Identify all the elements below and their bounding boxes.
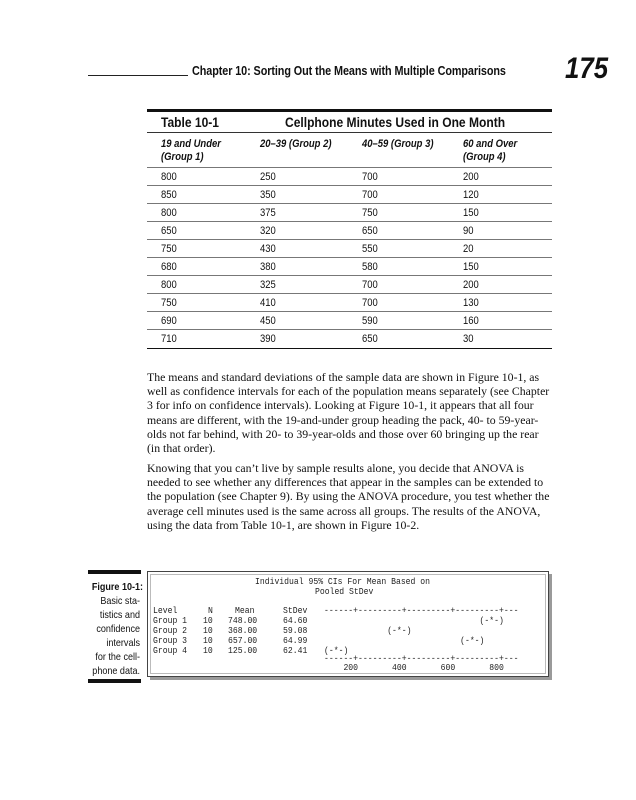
output-mean: 368.00	[228, 626, 258, 636]
col-header-n: N	[208, 606, 213, 616]
table-row: 800 250 700 200	[147, 167, 552, 186]
output-ci: (-*-)	[324, 646, 349, 656]
figure-caption-line: confidence	[96, 623, 140, 635]
table-row: 650 320 650 90	[147, 221, 552, 240]
table-row: 850 350 700 120	[147, 185, 552, 204]
running-head: Chapter 10: Sorting Out the Means with Multiple Comparisons	[192, 64, 506, 78]
table-label: Table 10-1	[161, 114, 219, 130]
output-level: Group 4	[153, 646, 188, 656]
figure-caption-line: for the cell-	[95, 651, 140, 663]
output-stdev: 62.41	[283, 646, 308, 656]
output-level: Group 1	[153, 616, 188, 626]
column-header-group-4: 60 and Over (Group 4)	[463, 138, 518, 163]
figure-caption-line: phone data.	[92, 665, 140, 677]
output-mean: 657.00	[228, 636, 258, 646]
figure-caption-line: intervals	[106, 637, 140, 649]
output-n: 10	[203, 616, 213, 626]
table-row: 800 325 700 200	[147, 275, 552, 294]
output-ci: (-*-)	[324, 616, 504, 626]
axis-tick-labels: 200 400 600 800	[324, 663, 504, 673]
col-header-stdev: StDev	[283, 606, 308, 616]
figure-label: Figure 10-1:	[91, 581, 144, 593]
output-n: 10	[203, 646, 213, 656]
page-number: 175	[565, 52, 609, 85]
table-row: 710 390 650 30	[147, 329, 552, 349]
figure-caption-line: Basic sta-	[100, 595, 140, 607]
header-rule	[88, 75, 188, 76]
figure-caption-bottom-bar	[88, 679, 141, 683]
column-header-group-2: 20–39 (Group 2)	[260, 138, 332, 150]
axis-rule-top: ------+---------+---------+---------+---	[324, 606, 519, 616]
table-caption: Cellphone Minutes Used in One Month	[285, 114, 506, 130]
output-stdev: 64.99	[283, 636, 308, 646]
column-header-group-1: 19 and Under (Group 1)	[161, 138, 221, 163]
table-row: 750 430 550 20	[147, 239, 552, 258]
ci-header-line-1: Individual 95% CIs For Mean Based on	[255, 577, 430, 587]
table-row: 750 410 700 130	[147, 293, 552, 312]
body-paragraph-2: Knowing that you can’t live by sample results alone, you decide that ANOVA is needed to see whether any differences that appear in the samples can be extended to the population (see Chapter 9). By using the ANOVA procedure, you test whether the average cell minutes used is the same across all groups. The results of the ANOVA, using the data from Table 10-1, are shown in Figure 10-2.	[147, 461, 550, 532]
output-n: 10	[203, 626, 213, 636]
table-top-rule	[147, 109, 552, 112]
figure-output-box	[147, 571, 549, 677]
table-row: 800 375 750 150	[147, 203, 552, 222]
output-stdev: 64.60	[283, 616, 308, 626]
output-mean: 748.00	[228, 616, 258, 626]
figure-caption-top-bar	[88, 570, 141, 574]
output-stdev: 59.08	[283, 626, 308, 636]
output-ci: (-*-)	[324, 626, 412, 636]
axis-rule-bottom: ------+---------+---------+---------+---	[324, 654, 519, 664]
table-row: 680 380 580 150	[147, 257, 552, 276]
col-header-level: Level	[153, 606, 178, 616]
output-level: Group 2	[153, 626, 188, 636]
body-paragraph-1: The means and standard deviations of the sample data are shown in Figure 10-1, as well as confidence intervals for each of the population means separately (see Chapter 3 for info on confidence intervals). Looking at Figure 10-1, it appears that all four means are different, with the 19-and-under group heading the pack, 40- to 59-year-olds not far behind, with 20- to 39-year-olds and those over 60 bringing up the rear (in that order).	[147, 370, 550, 456]
figure-caption-line: tistics and	[99, 609, 140, 621]
col-header-mean: Mean	[235, 606, 255, 616]
output-n: 10	[203, 636, 213, 646]
table-title-rule	[147, 132, 552, 133]
table-row: 690 450 590 160	[147, 311, 552, 330]
column-header-group-3: 40–59 (Group 3)	[362, 138, 434, 150]
figure-caption	[84, 580, 144, 678]
ci-header-line-2: Pooled StDev	[315, 587, 374, 597]
output-ci: (-*-)	[324, 636, 485, 646]
output-level: Group 3	[153, 636, 188, 646]
output-mean: 125.00	[228, 646, 258, 656]
